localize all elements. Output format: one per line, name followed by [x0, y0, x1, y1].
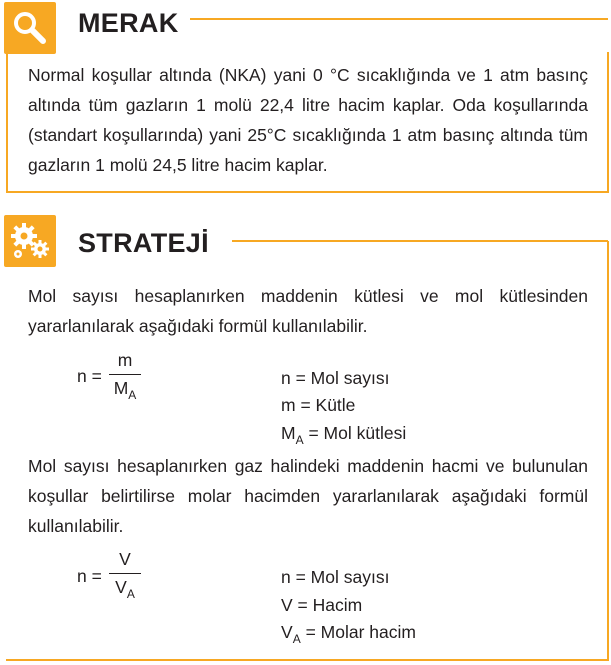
- merak-icon-box: [4, 2, 56, 54]
- formula2-numerator: V: [119, 549, 131, 569]
- merak-text: Normal koşullar altında (NKA) yani 0 °C sıcaklığında ve 1 atm basınç altında tüm gazların 1 molü 22,4 litre hacim kaplar. Oda koşullarında (standart koşullarında) yani 25°C sıcaklığında 1 atm basınç altında tüm gazların 1 molü 24,5 litre hacim kaplar.: [28, 65, 588, 175]
- formula1-numerator: m: [117, 350, 133, 370]
- formula2-lhs: n =: [77, 566, 102, 586]
- strateji-intro: Mol sayısı hesaplanırken maddenin kütlesi ve mol kütlesinden yararlanılarak aşağıdaki formül kullanılabilir.: [28, 286, 588, 336]
- formula2-legend-v: V = Hacim: [281, 595, 363, 615]
- formula2-legend-va: $V_A$ = Molar hacim: [281, 622, 416, 646]
- magnifier-icon: [4, 2, 56, 54]
- strateji-middle: Mol sayısı hesaplanırken gaz halindeki maddenin hacmi ve bulunulan koşullar belirtilirse molar hacimden yararlanılarak aşağıdaki formül kullanılabilir.: [28, 456, 588, 536]
- formula1-legend-ma: $M_A$ = Mol kütlesi: [281, 423, 407, 447]
- formula1-denominator: $M_A$: [113, 378, 137, 402]
- merak-title: MERAK: [78, 8, 189, 39]
- formula1-legend-n: n = Mol sayısı: [281, 368, 390, 388]
- formula2-denominator: $V_A$: [115, 577, 135, 601]
- formula1-lhs: n =: [77, 366, 102, 386]
- merak-heading-rule: [190, 18, 608, 20]
- formula2-legend-n: n = Mol sayısı: [281, 567, 390, 587]
- strateji-title: STRATEJİ: [78, 228, 219, 259]
- formula1-bar: [109, 374, 141, 375]
- formula2-bar: [109, 573, 141, 574]
- formula1-legend-m: m = Kütle: [281, 395, 356, 415]
